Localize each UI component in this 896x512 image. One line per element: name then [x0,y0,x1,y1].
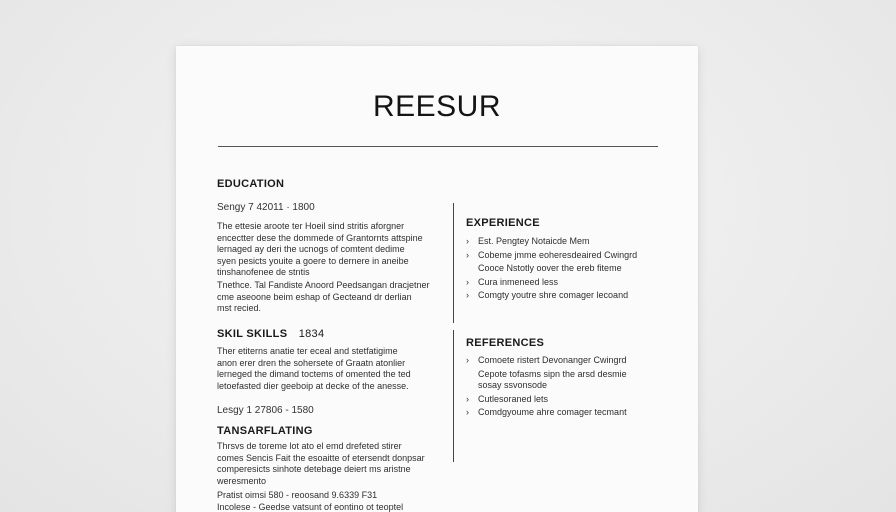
chevron-right-icon: › [466,290,469,300]
transfer-heading: TANSARFLATING [217,425,313,437]
list-item [466,354,627,381]
list-item-text: Est. Pengtey Notaicde Mem [478,236,590,246]
experience-list [466,235,637,303]
experience-heading: EXPERIENCE [466,217,540,229]
skills-heading-label: SKIL SKILLS [217,328,288,340]
list-item [466,393,627,407]
references-list [466,354,627,420]
list-item-text: Comoete ristert Devonanger Cwingrd [478,355,627,365]
skills-heading-number: 1834 [298,328,325,340]
references-heading: REFERENCES [466,337,545,349]
transfer-extra [217,490,441,502]
language-date: Lesgy 1 27806 - 1580 [217,405,314,416]
text-line: Ther etiterns anatie ter eceal and stetfatigime [217,346,398,356]
text-line: The ettesie aroote ter Hoeil sind stritis aforgner [217,221,405,231]
text-line: Thrsvs de toreme lot ato el emd drefeted stirer [217,441,402,451]
text-line: comes Sencis Fait the esoaitte of etersendt donpsar [217,452,425,463]
text-line: lerneged the dimand toctems of omented the ted [217,369,411,379]
education-heading: EDUCATION [217,178,285,190]
text-line: cme aseoone beim eshap of Gecteand dr derlian [217,291,412,302]
text-line: syen pesicts youite a goere to dernere in aneibe [217,255,409,266]
education-paragraph-1 [217,221,441,279]
list-item [466,379,627,393]
text-line: Pratist oimsi 580 - reoosand 9.6339 F31 [217,490,378,500]
list-item-continuation: sosay ssvonsode [478,380,548,390]
list-item [466,406,627,420]
chevron-right-icon: › [466,276,469,287]
list-item [466,289,637,303]
skills-paragraph [217,346,441,392]
list-item [466,276,637,290]
column-divider-upper [453,203,454,323]
chevron-right-icon: › [466,393,469,404]
chevron-right-icon: › [466,407,469,417]
education-date: Sengy 7 42011 · 1800 [217,202,315,213]
title-divider [218,146,658,147]
text-line: encectter dese the dommede of Grantornts attspine [217,232,423,243]
chevron-right-icon: › [466,355,469,365]
chevron-right-icon: › [466,249,469,260]
list-item-text: Comdgyoume ahre comager tecmant [478,407,627,417]
list-item [466,249,637,276]
column-divider-lower [453,330,454,462]
list-item-text: Cutlesoraned lets [478,393,549,404]
list-item-continuation: Cepote tofasms sipn the arsd desmie [478,368,627,379]
transfer-final [217,502,441,512]
text-line: mst recied. [217,303,262,313]
resume-paper [176,46,698,512]
text-line: weresmento [217,475,267,486]
text-line: comperesicts sinhote detebage deiert ms aristne [217,464,411,474]
skills-heading [217,328,324,340]
text-line: tinshanofenee de stntis [217,267,310,277]
text-line: Tnethce. Tal Fandiste Anoord Peedsangan dracjetner [217,280,430,290]
list-item [466,235,637,249]
text-line: lernaged ay deri the ucnogs of comtent dedime [217,244,405,254]
list-item-text: Cura inmeneed less [478,276,559,287]
text-line: anon erer dren the sohersete of Graatn atonlier [217,357,406,368]
list-item-continuation: Cooce Nstotly oover the ereb fiteme [478,263,622,273]
chevron-right-icon: › [466,236,469,246]
text-line: Incolese - Geedse vatsunt of eontino ot teoptel [217,502,404,512]
text-line: letoefasted dier geeboip at decke of the anesse. [217,380,409,391]
list-item-text: Comgty youtre shre comager lecoand [478,290,629,300]
list-item-text: Cobeme jmme eoheresdeaired Cwingrd [478,249,638,260]
transfer-paragraph [217,441,441,487]
education-paragraph-2 [217,280,441,315]
resume-title: REESUR [372,90,502,123]
